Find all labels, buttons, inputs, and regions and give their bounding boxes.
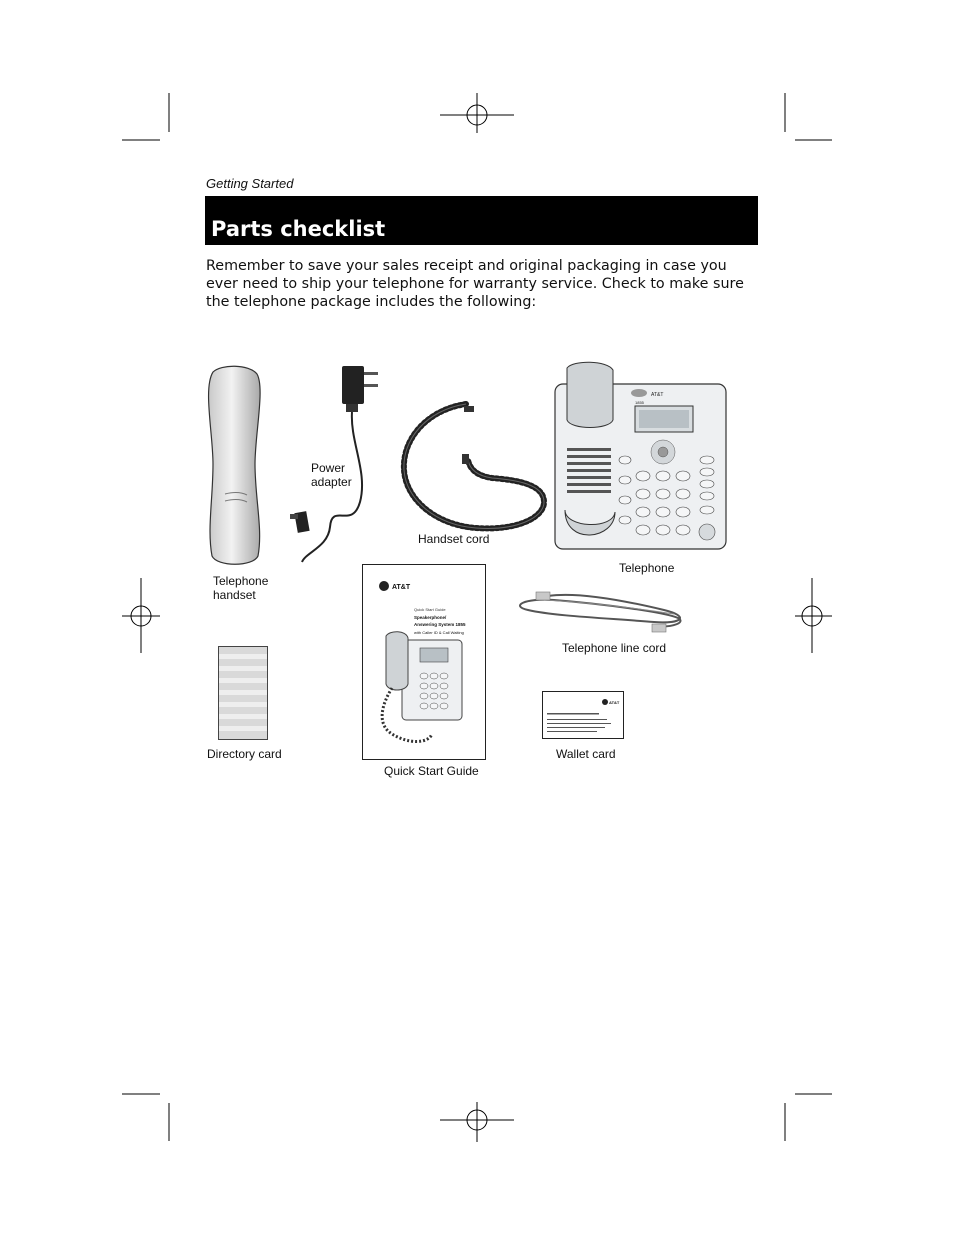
phone-model-text: 1855 [635, 400, 644, 405]
telephone-illustration [553, 360, 728, 553]
directory-card-illustration [218, 646, 268, 740]
quick-start-guide-illustration [362, 564, 486, 760]
handset-illustration [203, 364, 265, 568]
handset-cord-label: Handset cord [418, 532, 490, 546]
title-banner [205, 196, 758, 245]
guide-brand-text: AT&T [392, 584, 411, 591]
handset-label: Telephone handset [213, 574, 269, 602]
phone-brand-text: AT&T [651, 392, 664, 398]
directory-card-label: Directory card [207, 747, 282, 761]
handset-cord-illustration [396, 400, 548, 540]
wallet-brand-text: AT&T [609, 700, 620, 705]
guide-title-line3: with Caller ID & Call Waiting [414, 630, 464, 635]
power-adapter-label: Power adapter [311, 461, 352, 489]
line-cord-label: Telephone line cord [562, 641, 667, 655]
line-cord-illustration [514, 590, 690, 634]
section-label: Getting Started [206, 176, 294, 191]
guide-title-line1: Speakerphone/ [414, 615, 447, 620]
telephone-label: Telephone [619, 561, 675, 575]
intro-paragraph: Remember to save your sales receipt and original packaging in case you ever need to ship your telephone for warranty service. Check to make sure the telephone package includes the following: [206, 258, 744, 310]
quick-start-guide-label: Quick Start Guide [384, 764, 479, 778]
page-title: Parts checklist [211, 217, 386, 241]
guide-title-line2: Answering System 1855 [414, 622, 466, 627]
guide-kicker-text: Quick Start Guide [414, 607, 446, 612]
wallet-card-label: Wallet card [556, 747, 616, 761]
wallet-card-illustration [542, 691, 624, 739]
